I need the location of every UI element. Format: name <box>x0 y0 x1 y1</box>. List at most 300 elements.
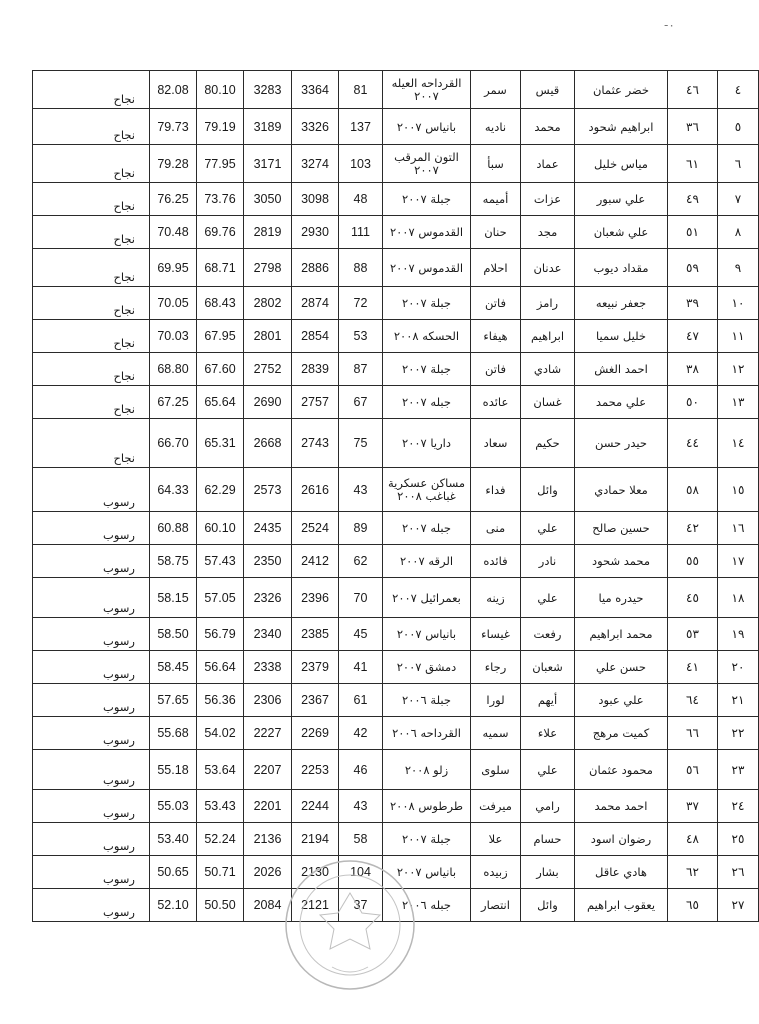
father-name: ابراهيم <box>521 320 575 353</box>
score-total: 3364 <box>292 71 339 109</box>
father-name: مجد <box>521 216 575 249</box>
score-diff: 62 <box>339 545 383 578</box>
table-row <box>33 249 759 287</box>
percent-b: 69.95 <box>150 249 197 287</box>
score-diff: 45 <box>339 618 383 651</box>
student-name: كميت مرهج <box>575 717 668 750</box>
result-status: نجاح <box>33 109 150 145</box>
score-net: 2201 <box>244 790 292 823</box>
score-net: 2207 <box>244 750 292 790</box>
birth-place-year: داريا ٢٠٠٧ <box>383 419 471 468</box>
serial-number: ١٥ <box>718 468 759 512</box>
mother-name: فاتن <box>471 353 521 386</box>
score-diff: 58 <box>339 823 383 856</box>
father-name: علي <box>521 578 575 618</box>
mother-name: فاتن <box>471 287 521 320</box>
birth-place-year: بانياس ٢٠٠٧ <box>383 109 471 145</box>
student-code: ٥٨ <box>668 468 718 512</box>
percent-a: 53.43 <box>197 790 244 823</box>
result-status: رسوب <box>33 790 150 823</box>
serial-number: ٤ <box>718 71 759 109</box>
birth-place-year: جبلة ٢٠٠٧ <box>383 287 471 320</box>
birth-place-year: القدموس ٢٠٠٧ <box>383 249 471 287</box>
result-status: رسوب <box>33 468 150 512</box>
mother-name: علا <box>471 823 521 856</box>
father-name: عزات <box>521 183 575 216</box>
score-total: 2854 <box>292 320 339 353</box>
percent-b: 66.70 <box>150 419 197 468</box>
table-row <box>33 618 759 651</box>
student-name: محمد ابراهيم <box>575 618 668 651</box>
serial-number: ١٠ <box>718 287 759 320</box>
mother-name: منى <box>471 512 521 545</box>
mother-name: سبأ <box>471 145 521 183</box>
score-diff: 37 <box>339 889 383 922</box>
score-net: 2819 <box>244 216 292 249</box>
score-total: 2385 <box>292 618 339 651</box>
score-total: 2194 <box>292 823 339 856</box>
result-status: رسوب <box>33 684 150 717</box>
father-name: حسام <box>521 823 575 856</box>
score-net: 3189 <box>244 109 292 145</box>
table-row <box>33 545 759 578</box>
percent-a: 69.76 <box>197 216 244 249</box>
father-name: غسان <box>521 386 575 419</box>
result-status: رسوب <box>33 578 150 618</box>
percent-a: 80.10 <box>197 71 244 109</box>
score-net: 2573 <box>244 468 292 512</box>
table-row <box>33 790 759 823</box>
student-name: مياس خليل <box>575 145 668 183</box>
score-diff: 89 <box>339 512 383 545</box>
birth-place-year: القرداحه العيله ٢٠٠٧ <box>383 71 471 109</box>
score-diff: 48 <box>339 183 383 216</box>
percent-a: 67.95 <box>197 320 244 353</box>
table-row <box>33 216 759 249</box>
mother-name: سميه <box>471 717 521 750</box>
score-diff: 75 <box>339 419 383 468</box>
percent-b: 70.03 <box>150 320 197 353</box>
student-code: ٣٧ <box>668 790 718 823</box>
score-diff: 67 <box>339 386 383 419</box>
score-total: 2524 <box>292 512 339 545</box>
percent-a: 52.24 <box>197 823 244 856</box>
percent-a: 56.36 <box>197 684 244 717</box>
father-name: علي <box>521 512 575 545</box>
score-total: 2757 <box>292 386 339 419</box>
serial-number: ٢٥ <box>718 823 759 856</box>
serial-number: ٧ <box>718 183 759 216</box>
score-diff: 42 <box>339 717 383 750</box>
father-name: شادي <box>521 353 575 386</box>
serial-number: ٢١ <box>718 684 759 717</box>
student-code: ٤٧ <box>668 320 718 353</box>
score-net: 3171 <box>244 145 292 183</box>
table-row <box>33 651 759 684</box>
score-diff: 43 <box>339 790 383 823</box>
student-code: ٦٥ <box>668 889 718 922</box>
student-name: ابراهيم شحود <box>575 109 668 145</box>
table-row <box>33 353 759 386</box>
score-diff: 72 <box>339 287 383 320</box>
mother-name: سعاد <box>471 419 521 468</box>
student-name: حيدر حسن <box>575 419 668 468</box>
birth-place-year: بعمرائيل ٢٠٠٧ <box>383 578 471 618</box>
student-code: ٣٦ <box>668 109 718 145</box>
score-net: 2338 <box>244 651 292 684</box>
serial-number: ٢٧ <box>718 889 759 922</box>
student-code: ٤١ <box>668 651 718 684</box>
mother-name: ميرفت <box>471 790 521 823</box>
father-name: شعبان <box>521 651 575 684</box>
father-name: علاء <box>521 717 575 750</box>
percent-a: 62.29 <box>197 468 244 512</box>
score-net: 2227 <box>244 717 292 750</box>
serial-number: ١٣ <box>718 386 759 419</box>
father-name: وائل <box>521 889 575 922</box>
score-net: 2668 <box>244 419 292 468</box>
table-row <box>33 320 759 353</box>
student-name: علي عبود <box>575 684 668 717</box>
birth-place-year: القدموس ٢٠٠٧ <box>383 216 471 249</box>
percent-b: 55.68 <box>150 717 197 750</box>
score-total: 2253 <box>292 750 339 790</box>
percent-a: 56.64 <box>197 651 244 684</box>
student-name: جعفر نبيعه <box>575 287 668 320</box>
father-name: نادر <box>521 545 575 578</box>
student-name: احمد الغش <box>575 353 668 386</box>
student-code: ٤٩ <box>668 183 718 216</box>
score-net: 2802 <box>244 287 292 320</box>
percent-a: 57.43 <box>197 545 244 578</box>
percent-b: 58.75 <box>150 545 197 578</box>
birth-place-year: الرقه ٢٠٠٧ <box>383 545 471 578</box>
result-status: نجاح <box>33 320 150 353</box>
score-total: 2839 <box>292 353 339 386</box>
birth-place-year: بانياس ٢٠٠٧ <box>383 618 471 651</box>
student-name: مقداد ديوب <box>575 249 668 287</box>
percent-b: 64.33 <box>150 468 197 512</box>
score-diff: 70 <box>339 578 383 618</box>
birth-place-year: جبلة ٢٠٠٦ <box>383 684 471 717</box>
father-name: بشار <box>521 856 575 889</box>
score-total: 2379 <box>292 651 339 684</box>
father-name: عماد <box>521 145 575 183</box>
result-status: رسوب <box>33 856 150 889</box>
result-status: نجاح <box>33 386 150 419</box>
student-name: محمود عثمان <box>575 750 668 790</box>
score-diff: 46 <box>339 750 383 790</box>
result-status: نجاح <box>33 249 150 287</box>
result-status: نجاح <box>33 145 150 183</box>
mother-name: عائده <box>471 386 521 419</box>
birth-place-year: طرطوس ٢٠٠٨ <box>383 790 471 823</box>
student-name: حيدره ميا <box>575 578 668 618</box>
serial-number: ١١ <box>718 320 759 353</box>
table-row <box>33 386 759 419</box>
score-net: 2084 <box>244 889 292 922</box>
result-status: رسوب <box>33 750 150 790</box>
table-row <box>33 145 759 183</box>
mother-name: ناديه <box>471 109 521 145</box>
score-net: 2136 <box>244 823 292 856</box>
score-diff: 43 <box>339 468 383 512</box>
score-diff: 53 <box>339 320 383 353</box>
student-code: ٥٥ <box>668 545 718 578</box>
percent-b: 58.15 <box>150 578 197 618</box>
mother-name: حنان <box>471 216 521 249</box>
percent-b: 57.65 <box>150 684 197 717</box>
score-total: 2367 <box>292 684 339 717</box>
father-name: أيهم <box>521 684 575 717</box>
result-status: رسوب <box>33 512 150 545</box>
percent-a: 65.64 <box>197 386 244 419</box>
mother-name: احلام <box>471 249 521 287</box>
birth-place-year: جبله ٢٠٠٦ <box>383 889 471 922</box>
mother-name: لورا <box>471 684 521 717</box>
score-diff: 111 <box>339 216 383 249</box>
mother-name: فائده <box>471 545 521 578</box>
student-code: ٤٢ <box>668 512 718 545</box>
percent-b: 53.40 <box>150 823 197 856</box>
percent-a: 50.50 <box>197 889 244 922</box>
result-status: نجاح <box>33 287 150 320</box>
result-status: نجاح <box>33 216 150 249</box>
mother-name: رجاء <box>471 651 521 684</box>
student-name: هادي عاقل <box>575 856 668 889</box>
score-diff: 88 <box>339 249 383 287</box>
serial-number: ٢٤ <box>718 790 759 823</box>
student-name: خضر عثمان <box>575 71 668 109</box>
serial-number: ٩ <box>718 249 759 287</box>
birth-place-year: جبله ٢٠٠٧ <box>383 386 471 419</box>
percent-b: 58.50 <box>150 618 197 651</box>
serial-number: ١٧ <box>718 545 759 578</box>
score-net: 2798 <box>244 249 292 287</box>
student-name: علي محمد <box>575 386 668 419</box>
student-code: ٤٤ <box>668 419 718 468</box>
student-code: ٣٨ <box>668 353 718 386</box>
score-net: 2026 <box>244 856 292 889</box>
results-table <box>32 70 759 922</box>
result-status: رسوب <box>33 651 150 684</box>
percent-b: 82.08 <box>150 71 197 109</box>
father-name: قيس <box>521 71 575 109</box>
table-row <box>33 856 759 889</box>
percent-a: 53.64 <box>197 750 244 790</box>
birth-place-year: زلو ٢٠٠٨ <box>383 750 471 790</box>
student-code: ٦٢ <box>668 856 718 889</box>
birth-place-year: دمشق ٢٠٠٧ <box>383 651 471 684</box>
score-net: 2690 <box>244 386 292 419</box>
score-diff: 104 <box>339 856 383 889</box>
percent-b: 52.10 <box>150 889 197 922</box>
score-diff: 41 <box>339 651 383 684</box>
percent-b: 60.88 <box>150 512 197 545</box>
birth-place-year: الحسكه ٢٠٠٨ <box>383 320 471 353</box>
score-total: 2874 <box>292 287 339 320</box>
percent-a: 68.43 <box>197 287 244 320</box>
percent-b: 50.65 <box>150 856 197 889</box>
score-total: 2616 <box>292 468 339 512</box>
percent-b: 70.05 <box>150 287 197 320</box>
percent-b: 55.18 <box>150 750 197 790</box>
table-row <box>33 684 759 717</box>
score-diff: 61 <box>339 684 383 717</box>
table-row <box>33 183 759 216</box>
mother-name: أميمه <box>471 183 521 216</box>
birth-place-year: بانياس ٢٠٠٧ <box>383 856 471 889</box>
score-net: 2752 <box>244 353 292 386</box>
father-name: حكيم <box>521 419 575 468</box>
score-total: 3098 <box>292 183 339 216</box>
student-code: ٤٥ <box>668 578 718 618</box>
score-diff: 137 <box>339 109 383 145</box>
serial-number: ٥ <box>718 109 759 145</box>
serial-number: ٢٢ <box>718 717 759 750</box>
result-status: نجاح <box>33 183 150 216</box>
birth-place-year: جبلة ٢٠٠٧ <box>383 183 471 216</box>
student-name: حسين صالح <box>575 512 668 545</box>
score-net: 2326 <box>244 578 292 618</box>
mother-name: هيفاء <box>471 320 521 353</box>
mother-name: زينه <box>471 578 521 618</box>
student-code: ٥١ <box>668 216 718 249</box>
result-status: رسوب <box>33 889 150 922</box>
father-name: عدنان <box>521 249 575 287</box>
percent-a: 68.71 <box>197 249 244 287</box>
score-diff: 81 <box>339 71 383 109</box>
mother-name: غيساء <box>471 618 521 651</box>
percent-b: 55.03 <box>150 790 197 823</box>
table-row <box>33 578 759 618</box>
student-code: ٦٦ <box>668 717 718 750</box>
father-name: محمد <box>521 109 575 145</box>
corner-mark: -٠ <box>664 18 675 32</box>
score-diff: 87 <box>339 353 383 386</box>
birth-place-year: جبلة ٢٠٠٧ <box>383 823 471 856</box>
result-status: نجاح <box>33 419 150 468</box>
mother-name: زبيده <box>471 856 521 889</box>
table-row <box>33 750 759 790</box>
score-total: 3326 <box>292 109 339 145</box>
serial-number: ١٢ <box>718 353 759 386</box>
table-row <box>33 287 759 320</box>
score-total: 2930 <box>292 216 339 249</box>
student-name: يعقوب ابراهيم <box>575 889 668 922</box>
father-name: رامز <box>521 287 575 320</box>
score-diff: 103 <box>339 145 383 183</box>
mother-name: فداء <box>471 468 521 512</box>
student-name: محمد شحود <box>575 545 668 578</box>
score-total: 3274 <box>292 145 339 183</box>
student-code: ٥٠ <box>668 386 718 419</box>
percent-b: 79.28 <box>150 145 197 183</box>
percent-a: 57.05 <box>197 578 244 618</box>
serial-number: ١٨ <box>718 578 759 618</box>
score-total: 2743 <box>292 419 339 468</box>
percent-b: 76.25 <box>150 183 197 216</box>
table-row <box>33 717 759 750</box>
student-code: ٦٤ <box>668 684 718 717</box>
table-row <box>33 71 759 109</box>
student-name: رضوان اسود <box>575 823 668 856</box>
percent-b: 58.45 <box>150 651 197 684</box>
percent-b: 67.25 <box>150 386 197 419</box>
birth-place-year: التون المرقب ٢٠٠٧ <box>383 145 471 183</box>
student-code: ٥٣ <box>668 618 718 651</box>
percent-a: 56.79 <box>197 618 244 651</box>
student-code: ٥٩ <box>668 249 718 287</box>
serial-number: ٨ <box>718 216 759 249</box>
student-name: علي سبور <box>575 183 668 216</box>
father-name: علي <box>521 750 575 790</box>
result-status: رسوب <box>33 823 150 856</box>
serial-number: ٦ <box>718 145 759 183</box>
percent-b: 70.48 <box>150 216 197 249</box>
serial-number: ٢٦ <box>718 856 759 889</box>
table-row <box>33 109 759 145</box>
percent-a: 54.02 <box>197 717 244 750</box>
student-code: ٣٩ <box>668 287 718 320</box>
percent-a: 60.10 <box>197 512 244 545</box>
table-row <box>33 419 759 468</box>
father-name: رفعت <box>521 618 575 651</box>
percent-a: 67.60 <box>197 353 244 386</box>
birth-place-year: جبله ٢٠٠٧ <box>383 512 471 545</box>
table-row <box>33 889 759 922</box>
percent-b: 68.80 <box>150 353 197 386</box>
birth-place-year: مساكن عسكرية غباغب ٢٠٠٨ <box>383 468 471 512</box>
birth-place-year: جبلة ٢٠٠٧ <box>383 353 471 386</box>
birth-place-year: القرداحه ٢٠٠٦ <box>383 717 471 750</box>
score-net: 3050 <box>244 183 292 216</box>
score-total: 2396 <box>292 578 339 618</box>
percent-b: 79.73 <box>150 109 197 145</box>
serial-number: ٢٣ <box>718 750 759 790</box>
table-row <box>33 823 759 856</box>
result-status: رسوب <box>33 717 150 750</box>
result-status: نجاح <box>33 353 150 386</box>
table-row <box>33 512 759 545</box>
student-name: احمد محمد <box>575 790 668 823</box>
result-status: نجاح <box>33 71 150 109</box>
percent-a: 79.19 <box>197 109 244 145</box>
score-total: 2121 <box>292 889 339 922</box>
table-row <box>33 468 759 512</box>
result-status: رسوب <box>33 545 150 578</box>
father-name: رامي <box>521 790 575 823</box>
score-net: 2340 <box>244 618 292 651</box>
serial-number: ١٦ <box>718 512 759 545</box>
percent-a: 50.71 <box>197 856 244 889</box>
student-name: علي شعبان <box>575 216 668 249</box>
serial-number: ١٩ <box>718 618 759 651</box>
mother-name: سلوى <box>471 750 521 790</box>
mother-name: سمر <box>471 71 521 109</box>
student-name: حسن علي <box>575 651 668 684</box>
score-net: 2306 <box>244 684 292 717</box>
percent-a: 73.76 <box>197 183 244 216</box>
score-net: 2435 <box>244 512 292 545</box>
student-name: معلا حمادي <box>575 468 668 512</box>
percent-a: 77.95 <box>197 145 244 183</box>
score-total: 2244 <box>292 790 339 823</box>
mother-name: انتصار <box>471 889 521 922</box>
score-net: 3283 <box>244 71 292 109</box>
student-code: ٤٦ <box>668 71 718 109</box>
percent-a: 65.31 <box>197 419 244 468</box>
